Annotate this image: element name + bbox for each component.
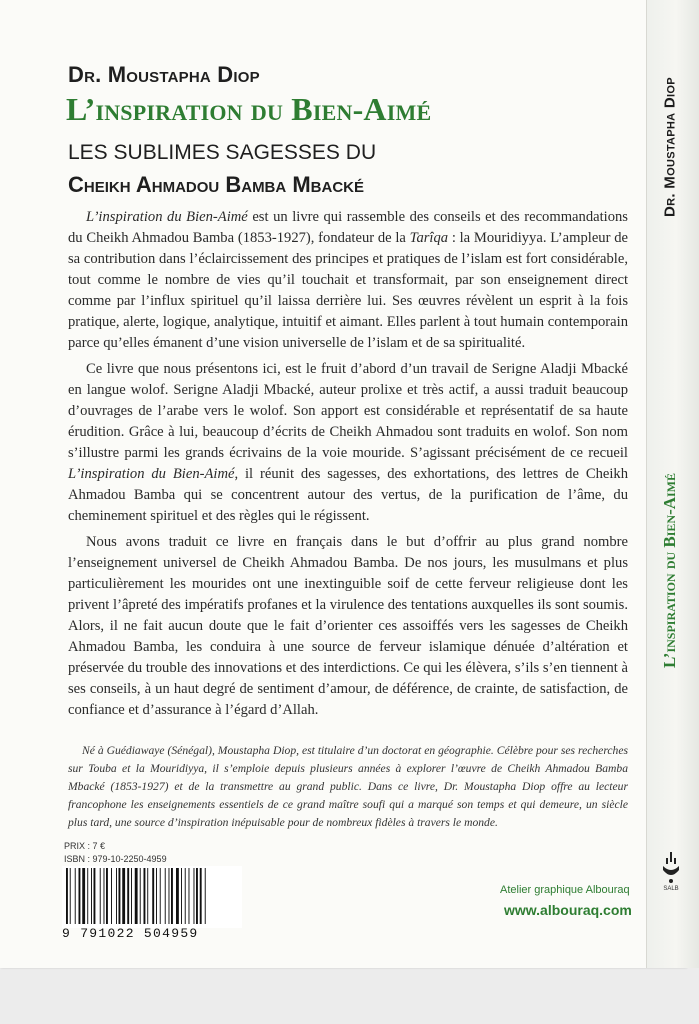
blurb-paragraph-3: Nous avons traduit ce livre en français dans le but d’offrir au plus grand nombre l’enseignement universel de Cheikh Ahmadou Bamba. De nos jours, les musulmans et plus particulièrement les mourides ont une inextinguible soif de cette ferveur religieuse dont les privent l’âpreté des impératifs profanes et la virulence des tentations auxquelles ils sont soumis. Alors, il ne fait aucun doute que le fait d’orienter ces assoiffés vers les sagesses de Cheikh Ahmadou Bamba, les conduira à une source de ferveur islamique dénuée d’altération et préservée du trouble des innovations et des interdictions. Ce qui les élèvera, s’ils s’en tiennent à ses conseils, à un haut degré de sentiment d’amour, de déférence, de crainte, de satisfaction, de confiance et d’assurance à l’égard d’Allah. [68,534,628,718]
barcode-bar [122,868,125,924]
barcode-bar [152,868,154,924]
price-label: PRIX : 7 € [64,841,106,851]
book-subtitle-name: Cheikh Ahmadou Bamba Mbacké [68,172,364,197]
barcode-bar [91,868,92,924]
barcode-bar [171,868,173,924]
barcode-bar [169,868,170,924]
barcode-bar [104,868,105,924]
barcode-bar [194,868,195,924]
publisher-logo-label: SALB [663,886,679,892]
barcode-bar [111,868,112,924]
barcode-bar [165,868,166,924]
isbn-label: ISBN : 979-10-2250-4959 [64,854,167,864]
barcode-bar [160,868,161,924]
barcode-bar [135,868,138,924]
barcode-number: 9 791022 504959 [62,926,199,941]
book-title: L’inspiration du Bien-Aimé [66,91,432,127]
barcode-bar [131,868,132,924]
blurb-paragraph-1 [68,207,628,354]
italic-book-title: L’inspiration du Bien-Aimé [68,466,235,482]
barcode-bar [66,868,68,924]
barcode-bar [116,868,117,924]
spine-author: Dr. Moustapha Diop [661,77,679,217]
barcode-bar [119,868,121,924]
barcode-bar [75,868,76,924]
text-span: : la Mouridiyya. L’ampleur de sa contribution dans l’éclaircissement des principes et pratiques de l’islam est fort considérable, tout comme le nombre de vies qu’il touchait et transformait, par son enseignement direct comme par l’influx spirituel qu’il laissa derrière lui. Ses œuvres révèlent un esprit à la fois pratique, alerte, logique, analytique, intuitif et aimant. Elles parlent à tout humain contemporain parce qu’elles émanent d’une vision universelle de l’islam et de sa spiritualité. [68,230,628,351]
barcode-bar [70,868,71,924]
publisher-website: www.albouraq.com [504,902,632,918]
barcode-bar [140,868,141,924]
barcode-bar [205,868,206,924]
barcode-bar [127,868,129,924]
italic-book-title: L’inspiration du Bien-Aimé [86,209,248,225]
book-subtitle: LES SUBLIMES SAGESSES DU [68,141,377,164]
text-span: , il réunit des sagesses, des exhortations, des lettres de Cheikh Ahmadou Bamba qui se concentrent autour des vertus, de la purification de l’âme, du cheminement spirituel et des règles qui le régissent. [68,466,628,524]
spine-title: L’inspiration du Bien-Aimé [660,472,679,668]
author-name: Dr. Moustapha Diop [68,62,260,87]
barcode-bar [189,868,190,924]
barcode-bar [156,868,157,924]
barcode-bar [94,868,96,924]
author-bio: Né à Guédiawaye (Sénégal), Moustapha Diop, est titulaire d’un doctorat en géographie. Célèbre pour ses recherches sur Touba et la Mouridiyya, il s’emploie depuis plusieurs années à explorer l’œuvre de Cheikh Ahmadou Bamba Mbacké (1853-1927) et de la transmettre au grand public. Dans ce livre, Dr. Moustapha Diop offre au lecteur francophone les enseignements essentiels de ce grand maître soufi qui a marqué son temps et qui demeure, un siècle plus tard, une source d’inspiration inépuisable pour de nombreux fidèles à travers le monde. [68,744,628,829]
barcode-bar [144,868,146,924]
text-span: est un livre qui rassemble des conseils et des recommandations du Cheikh Ahmadou Bamba (1853-1927), fondateur de la [68,209,628,246]
barcode-bar [82,868,85,924]
text-span: Ce livre que nous présentons ici, est le fruit d’abord d’un travail de Serigne Aladji Mbacké en langue wolof. Serigne Aladji Mbacké, auteur prolixe et très actif, a aussi traduit beaucoup d’ouvrages de l’arabe vers le wolof. Son apport est considérable et représentatif de sa haute érudition. Grâce à lui, beaucoup d’écrits de Cheikh Ahmadou sont traduits en wolof. Son nom s’illustre parmi les grands écrivains de la voie mouride. S’agissant précisément de ce recueil [68,361,628,461]
barcode-bar [181,868,182,924]
barcode-bar [106,868,108,924]
blurb-paragraph-2 [68,359,628,527]
italic-term: Tarîqa [409,230,449,246]
barcode-bar [176,868,179,924]
barcode-icon [62,866,242,928]
barcode-bar [200,868,202,924]
barcode-bar [185,868,186,924]
price-block [64,840,167,866]
barcode-bar [87,868,88,924]
publisher-logo [658,850,684,910]
publisher-logo-icon [660,850,682,884]
barcode-bar [196,868,198,924]
blurb-text [68,207,628,726]
barcode-bar [147,868,148,924]
barcode-bar [100,868,101,924]
publisher-name: Atelier graphique Albouraq [500,884,630,896]
barcode-bar [79,868,81,924]
